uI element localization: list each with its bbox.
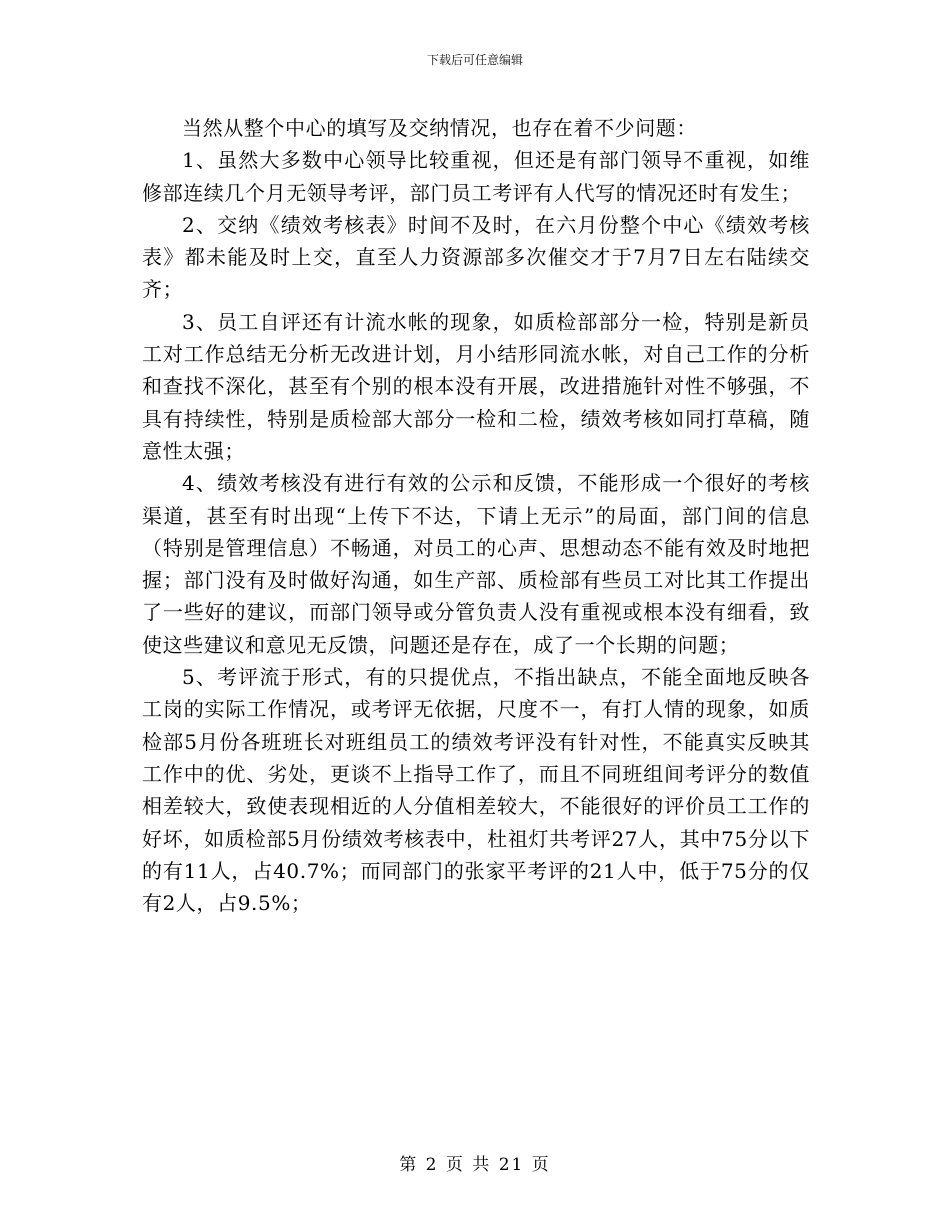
page-number: 第 2 页 共 21 页 xyxy=(399,1155,551,1175)
page-header: 下载后可任意编辑 xyxy=(426,53,523,67)
issue-paragraph-5: 5、考评流于形式，有的只提优点，不指出缺点，不能全面地反映各工岗的实际工作情况，或考评无依据，尺度不一，有打人情的现象，如质检部5月份各班班长对班组员工的绩效考评没有针对性，不能真实反映其工作中的优、劣处，更谈不上指导工作了，而且不同班组间考评分的数值相差较大，致使表现相近的人分值相差较大，不能很好的评价员工工作的好坏，如质检部5月份绩效考核表中，杜祖灯共考评27人，其中75分以下的有11人，占40.7%；而同部门的张家平考评的21人中，低于75分的仅有2人，占9.5%； xyxy=(142,665,810,916)
issue-paragraph-3: 3、员工自评还有计流水帐的现象，如质检部部分一检，特别是新员工对工作总结无分析无改进计划，月小结形同流水帐，对自己工作的分析和查找不深化，甚至有个别的根本没有开展，改进措施针对性不够强，不具有持续性，特别是质检部大部分一检和二检，绩效考核如同打草稿，随意性太强； xyxy=(142,309,810,463)
intro-paragraph: 当然从整个中心的填写及交纳情况，也存在着不少问题： xyxy=(182,116,697,140)
issue-paragraph-2: 2、交纳《绩效考核表》时间不及时，在六月份整个中心《绩效考核表》都未能及时上交，直至人力资源部多次催交才于7月7日左右陆续交齐； xyxy=(142,212,810,302)
issue-paragraph-4: 4、绩效考核没有进行有效的公示和反馈，不能形成一个很好的考核渠道，甚至有时出现“上传下不达，下请上无示”的局面，部门间的信息（特别是管理信息）不畅通，对员工的心声、思想动态不能有效及时地把握；部门没有及时做好沟通，如生产部、质检部有些员工对比其工作提出了一些好的建议，而部门领导或分管负责人没有重视或根本没有细看，致使这些建议和意见无反馈，问题还是存在，成了一个长期的问题； xyxy=(142,471,810,657)
document-body xyxy=(142,112,810,919)
issue-paragraph-1: 1、虽然大多数中心领导比较重视，但还是有部门领导不重视，如维修部连续几个月无领导考评，部门员工考评有人代写的情况还时有发生； xyxy=(142,148,810,205)
